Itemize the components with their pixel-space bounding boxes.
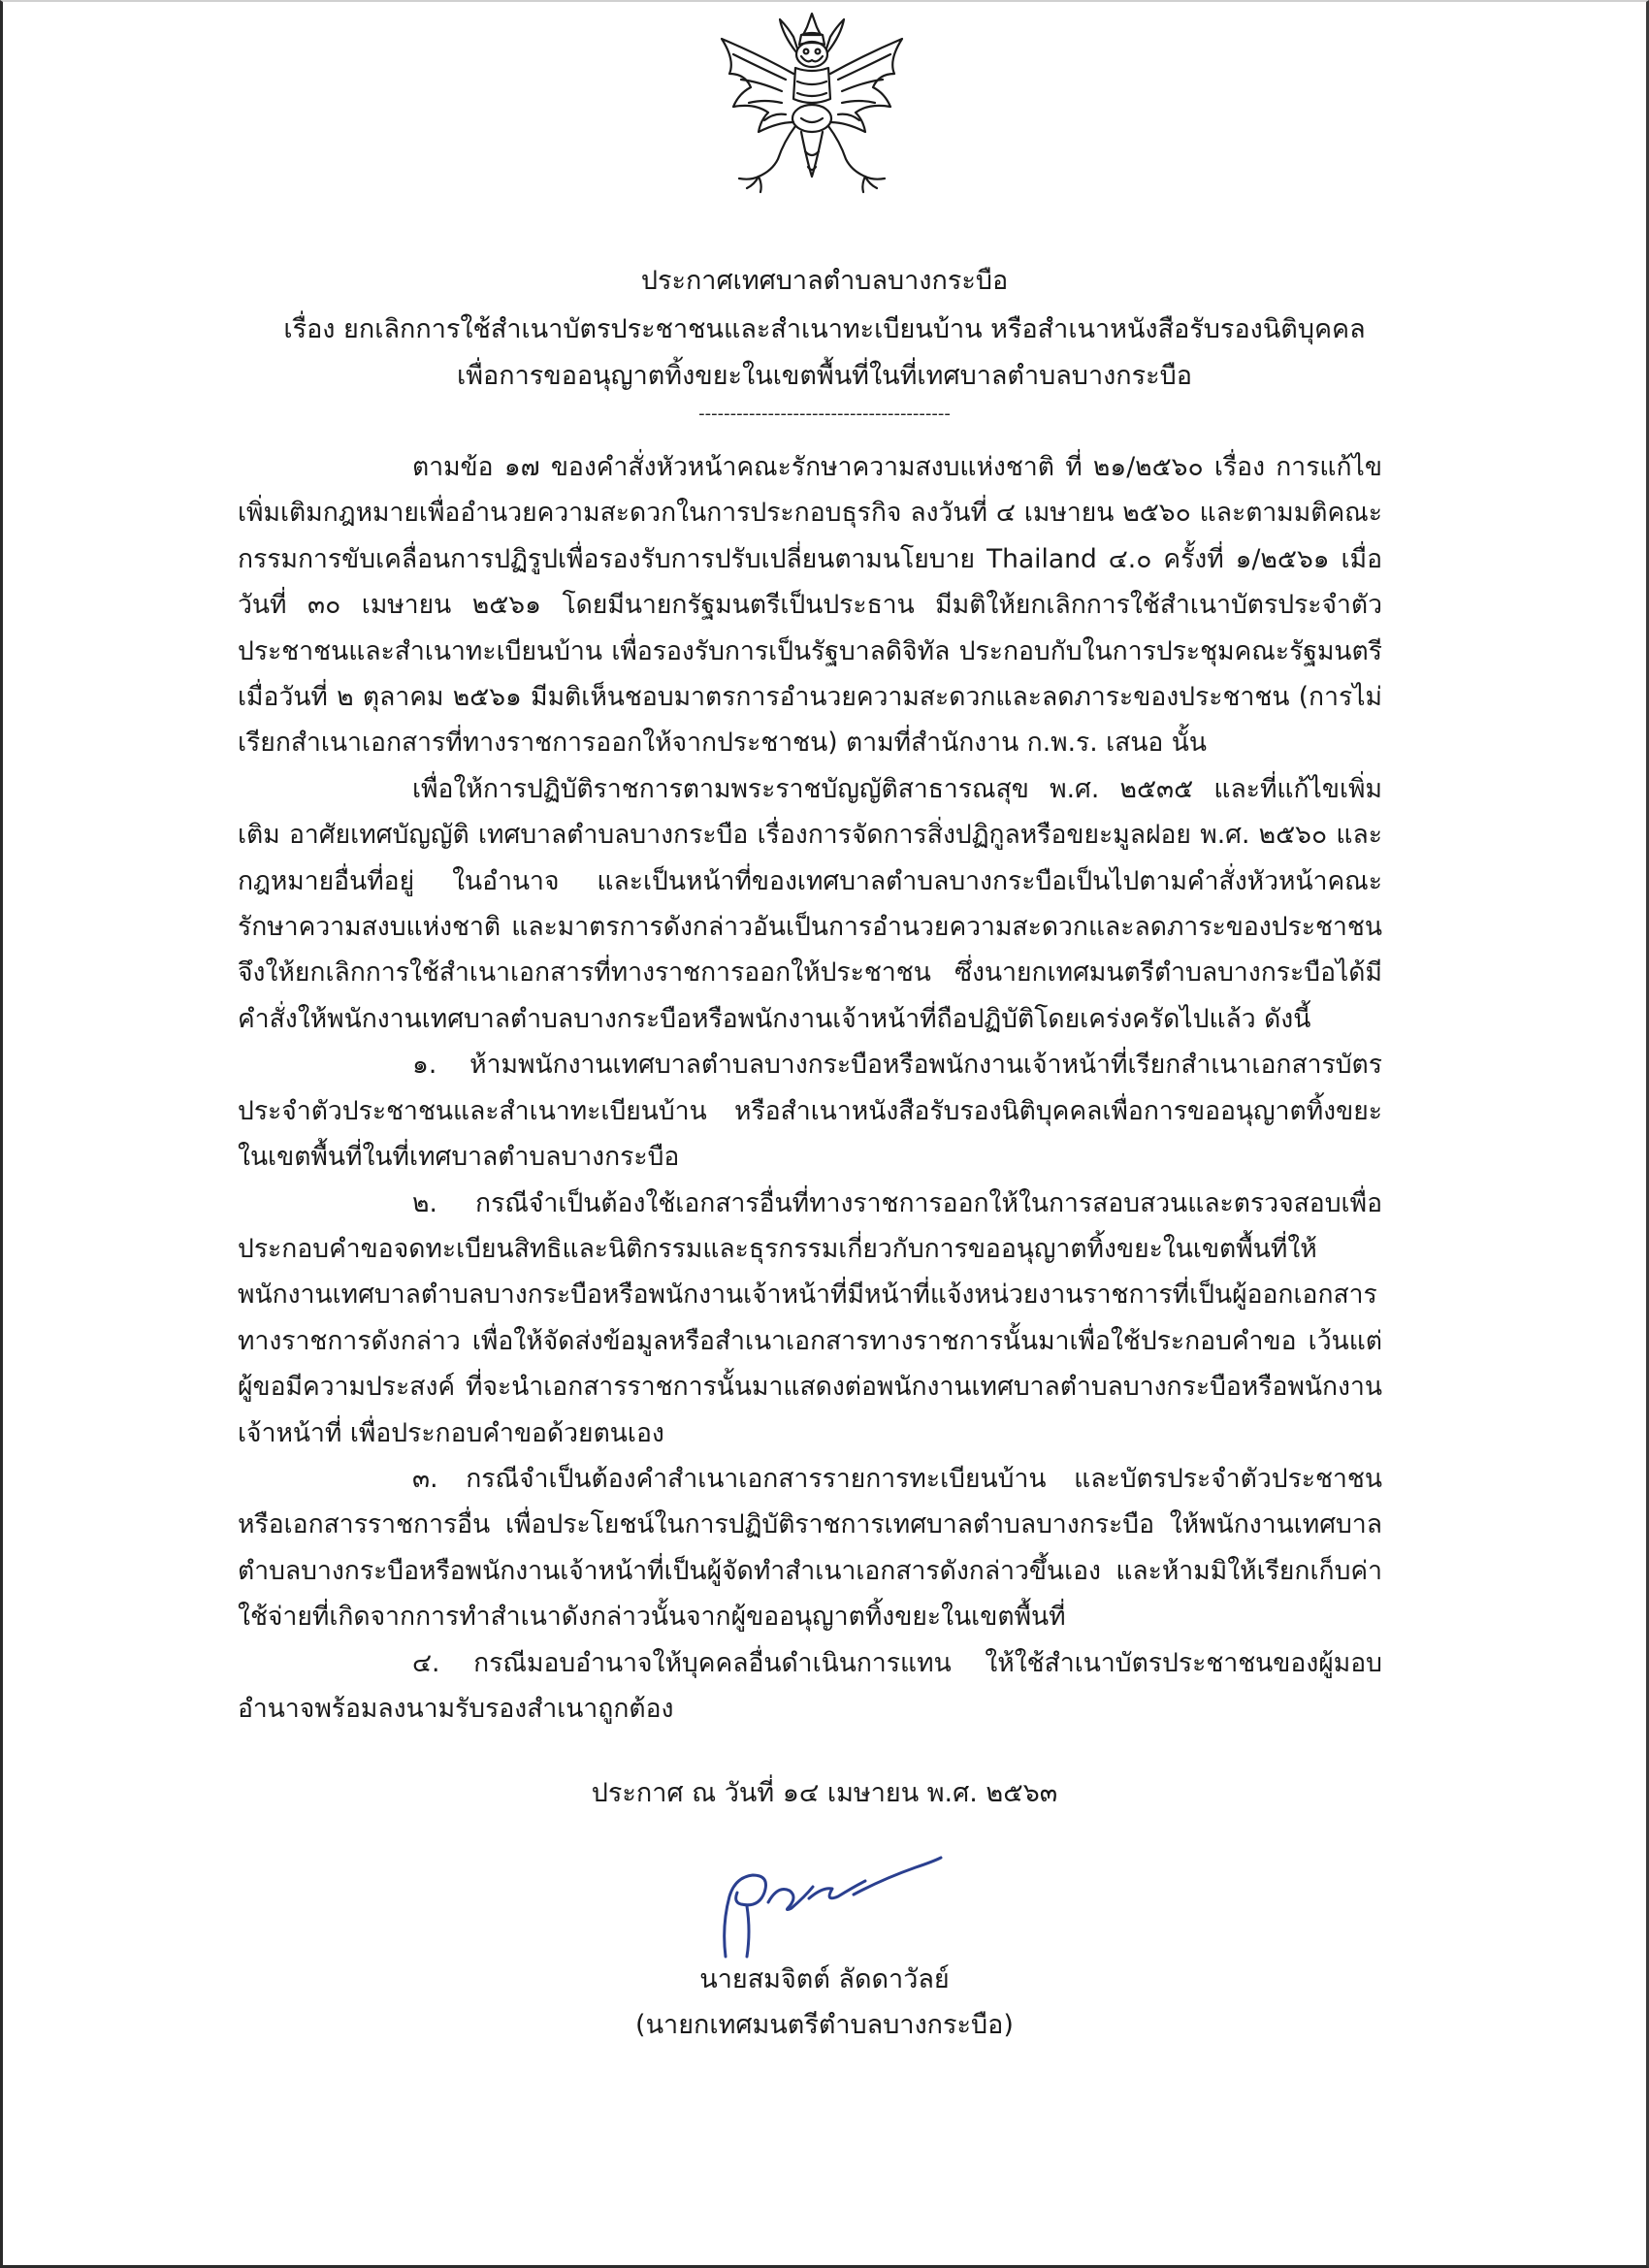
garuda-emblem-icon: [700, 6, 923, 214]
paragraph-1: ตามข้อ ๑๗ ของคำสั่งหัวหน้าคณะรักษาความสงบแห่งชาติ ที่ ๒๑/๒๕๖๐ เรื่อง การแก้ไขเพิ่มเติมกฎหมายเพื่ออำนวยความสะดวกในการประกอบธุรกิจ ลงวันที่ ๔ เมษายน ๒๕๖๐ และตามมติคณะกรรมการขับเคลื่อนการปฏิรูปเพื่อรองรับการปรับเปลี่ยนตามนโยบาย Thailand ๔.๐ ครั้งที่ ๑/๒๕๖๑ เมื่อวันที่ ๓๐ เมษายน ๒๕๖๑ โดยมีนายกรัฐมนตรีเป็นประธาน มีมติให้ยกเลิกการใช้สำเนาบัตรประจำตัวประชาชนและสำเนาทะเบียนบ้าน เพื่อรองรับการเป็นรัฐบาลดิจิทัล ประกอบกับในการประชุมคณะรัฐมนตรีเมื่อวันที่ ๒ ตุลาคม ๒๕๖๑ มีมติเห็นชอบมาตรการอำนวยความสะดวกและลดภาระของประชาชน (การไม่เรียกสำเนาเอกสารที่ทางราชการออกให้จากประชาชน) ตามที่สำนักงาน ก.พ.ร. เสนอ นั้น: [238, 452, 1382, 759]
list-item-1: ๑. ห้ามพนักงานเทศบาลตำบลบางกระบือหรือพนักงานเจ้าหน้าที่เรียกสำเนาเอกสารบัตรประจำตัวประชาชนและสำเนาทะเบียนบ้าน หรือสำเนาหนังสือรับรองนิติบุคคลเพื่อการขออนุญาตทิ้งขยะในเขตพื้นที่ในที่เทศบาลตำบลบางกระบือ: [238, 1050, 1382, 1173]
subject-line-1: เรื่อง ยกเลิกการใช้สำเนาบัตรประชาชนและสำเนาทะเบียนบ้าน หรือสำเนาหนังสือรับรองนิติบุคคล: [283, 314, 1366, 344]
divider: ----------------------------------------: [698, 404, 951, 424]
list-item-3: ๓. กรณีจำเป็นต้องคำสำเนาเอกสารรายการทะเบียนบ้าน และบัตรประจำตัวประชาชนหรือเอกสารราชการอื่น เพื่อประโยชน์ในการปฏิบัติราชการเทศบาลตำบลบางกระบือ ให้พนักงานเทศบาลตำบลบางกระบือหรือพนักงานเจ้าหน้าที่เป็นผู้จัดทำสำเนาเอกสารดังกล่าวขึ้นเอง และห้ามมิให้เรียกเก็บค่าใช้จ่ายที่เกิดจากการทำสำเนาดังกล่าวนั้นจากผู้ขออนุญาตทิ้งขยะในเขตพื้นที่: [238, 1463, 1382, 1633]
signature-icon: [708, 1848, 951, 1964]
subject-line-2: เพื่อการขออนุญาตทิ้งขยะในเขตพื้นที่ในที่เทศบาลตำบลบางกระบือ: [457, 361, 1192, 391]
paragraph-2: เพื่อให้การปฏิบัติราชการตามพระราชบัญญัติสาธารณสุข พ.ศ. ๒๕๓๕ และที่แก้ไขเพิ่มเติม อาศัยเทศบัญญัติ เทศบาลตำบลบางกระบือ เรื่องการจัดการสิ่งปฏิกูลหรือขยะมูลฝอย พ.ศ. ๒๕๖๐ และกฎหมายอื่นที่อยู่ ในอำนาจ และเป็นหน้าที่ของเทศบาลตำบลบางกระบือเป็นไปตามคำสั่งหัวหน้าคณะรักษาความสงบแห่งชาติ และมาตรการดังกล่าวอันเป็นการอำนวยความสะดวกและลดภาระของประชาชน จึงให้ยกเลิกการใช้สำเนาเอกสารที่ทางราชการออกให้ประชาชน ซึ่งนายกเทศมนตรีตำบลบางกระบือได้มีคำสั่งให้พนักงานเทศบาลตำบลบางกระบือหรือพนักงานเจ้าหน้าที่ถือปฏิบัติโดยเคร่งครัดไปแล้ว ดังนี้: [238, 773, 1382, 1034]
signer-name: นายสมจิตต์ ลัดดาวัลย์: [699, 1964, 950, 1994]
signer-title: (นายกเทศมนตรีตำบลบางกระบือ): [635, 2010, 1014, 2040]
announcement-title: ประกาศเทศบาลตำบลบางกระบือ: [640, 266, 1009, 296]
announcement-body: [238, 444, 1382, 1732]
list-item-4: ๔. กรณีมอบอำนาจให้บุคคลอื่นดำเนินการแทน ให้ใช้สำเนาบัตรประชาชนของผู้มอบอำนาจพร้อมลงนามรับรองสำเนาถูกต้อง: [238, 1647, 1382, 1724]
announce-date: ประกาศ ณ วันที่ ๑๔ เมษายน พ.ศ. ๒๕๖๓: [591, 1778, 1058, 1808]
list-item-2: ๒. กรณีจำเป็นต้องใช้เอกสารอื่นที่ทางราชการออกให้ในการสอบสวนและตรวจสอบเพื่อประกอบคำขอจดทะเบียนสิทธิและนิติกรรมและธุรกรรมเกี่ยวกับการขออนุญาตทิ้งขยะในเขตพื้นที่ให้พนักงานเทศบาลตำบลบางกระบือหรือพนักงานเจ้าหน้าที่มีหน้าที่แจ้งหน่วยงานราชการที่เป็นผู้ออกเอกสารทางราชการดังกล่าว เพื่อให้จัดส่งข้อมูลหรือสำเนาเอกสารทางราชการนั้นมาเพื่อใช้ประกอบคำขอ เว้นแต่ผู้ขอมีความประสงค์ ที่จะนำเอกสารราชการนั้นมาแสดงต่อพนักงานเทศบาลตำบลบางกระบือหรือพนักงานเจ้าหน้าที่ เพื่อประกอบคำขอด้วยตนเอง: [238, 1187, 1382, 1448]
